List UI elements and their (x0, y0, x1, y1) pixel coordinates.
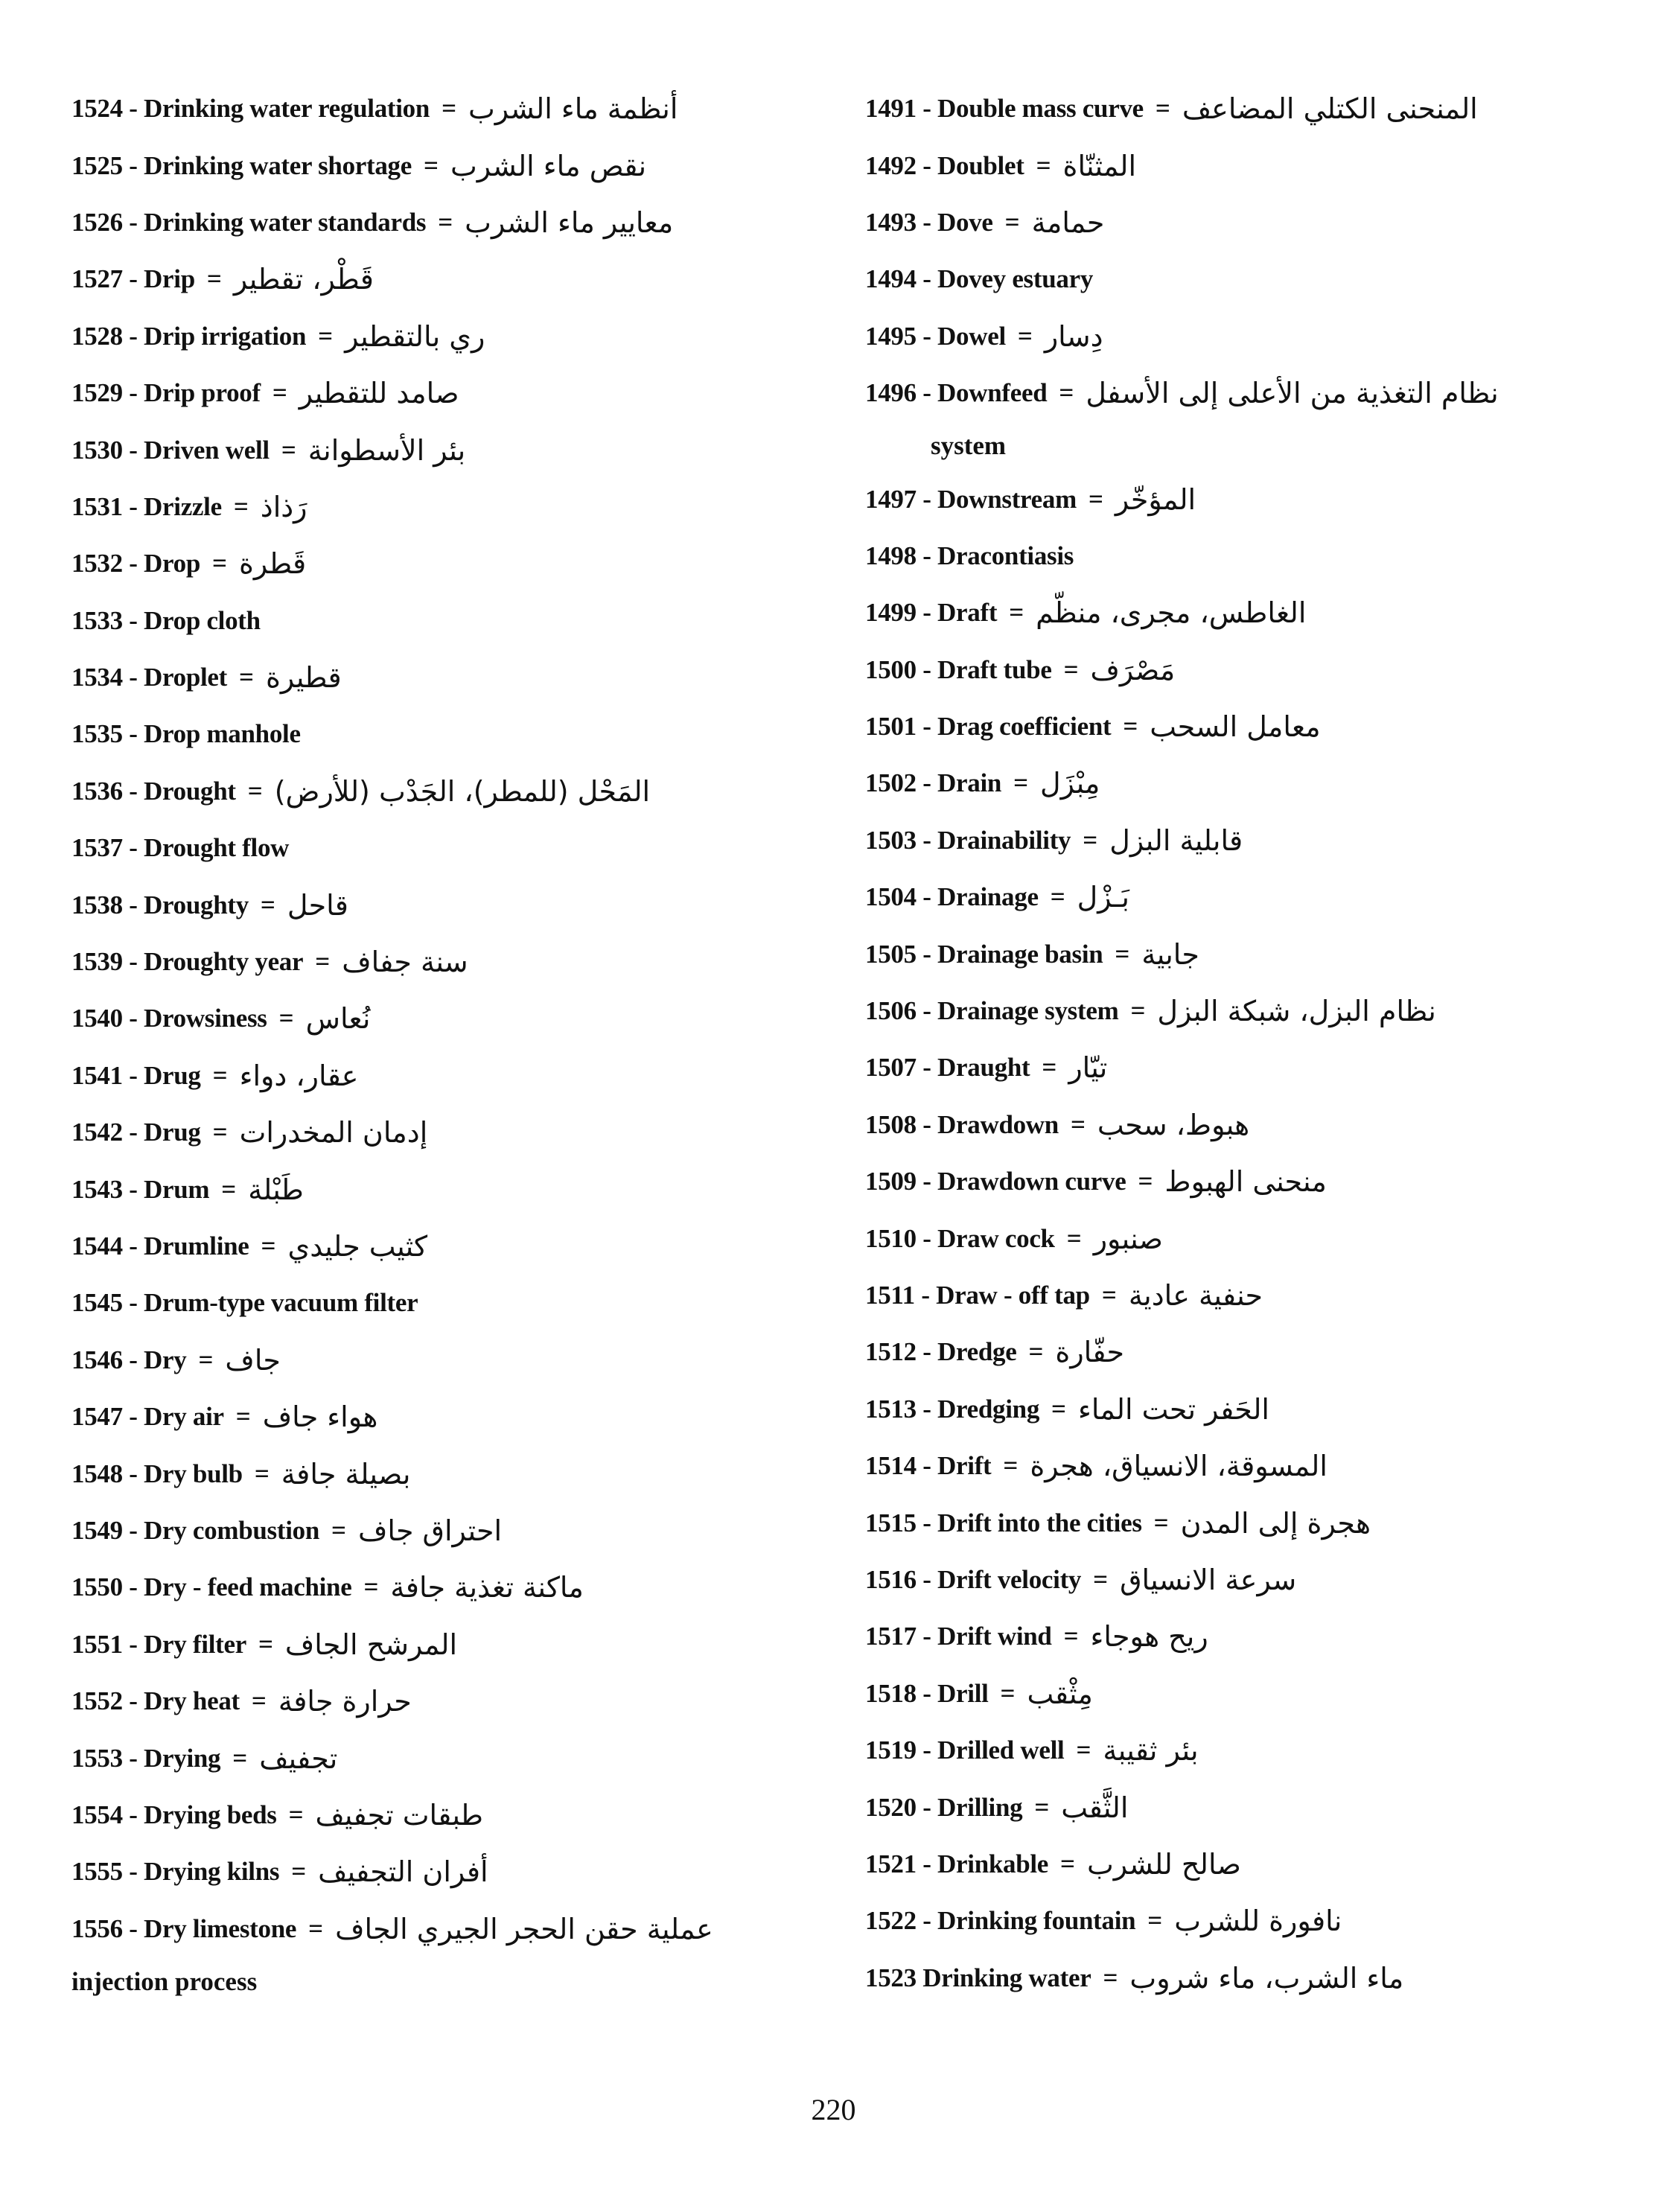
entry-term: 1513 - Dredging (865, 1394, 1040, 1424)
dictionary-entry (865, 983, 1610, 1039)
entry-term: 1535 - Drop manhole (71, 719, 301, 749)
arabic-translation: نافورة للشرب (1174, 1905, 1342, 1938)
equals-sign: = (206, 264, 222, 294)
entry-continuation: injection process (71, 1966, 258, 1996)
arabic-translation: طبقات تجفيف (315, 1798, 484, 1832)
arabic-translation: نظام البزل، شبكة البزل (1157, 995, 1436, 1028)
entry-term: 1498 - Dracontiasis (865, 541, 1074, 570)
equals-sign: = (281, 435, 296, 465)
entry-term: 1545 - Drum-type vacuum filter (71, 1288, 418, 1318)
entry-term: 1529 - Drip proof (71, 378, 261, 408)
entry-term: 1544 - Drumline (71, 1231, 249, 1260)
dictionary-entry (71, 1673, 816, 1730)
equals-sign: = (1130, 996, 1146, 1026)
dictionary-entry (865, 584, 1610, 641)
arabic-translation: حنفية عادية (1128, 1279, 1263, 1312)
entry-term: 1531 - Drizzle (71, 491, 222, 521)
dictionary-entry (71, 1616, 816, 1673)
arabic-translation: مِبْزَل (1040, 767, 1100, 800)
arabic-translation: الغاطس، مجرى، منظّم (1036, 596, 1307, 630)
entry-term: 1526 - Drinking water standards (71, 207, 427, 237)
equals-sign: = (1060, 1849, 1075, 1878)
arabic-translation: بصيلة جافة (281, 1457, 411, 1491)
dictionary-entry (865, 1552, 1610, 1608)
equals-sign: = (254, 1459, 270, 1488)
arabic-translation: إدمان المخدرات (239, 1116, 428, 1150)
equals-sign: = (1063, 1622, 1079, 1651)
equals-sign: = (1093, 1564, 1109, 1594)
entry-term: 1503 - Drainability (865, 825, 1071, 855)
arabic-translation: صالح للشرب (1087, 1847, 1241, 1881)
arabic-translation: عملية حقن الحجر الجيري الجاف (335, 1912, 713, 1945)
dictionary-entry (865, 80, 1610, 137)
arabic-translation: هجرة إلى المدن (1180, 1506, 1371, 1540)
arabic-translation: المنحنى الكتلي المضاعف (1182, 92, 1478, 126)
equals-sign: = (363, 1572, 379, 1602)
equals-sign: = (1036, 150, 1051, 180)
equals-sign: = (1063, 654, 1079, 684)
entry-term: 1514 - Drift (865, 1451, 992, 1481)
arabic-translation: مِثْقب (1027, 1677, 1093, 1710)
dictionary-entry (71, 137, 816, 194)
dictionary-entry (71, 251, 816, 307)
dictionary-entry (865, 812, 1610, 869)
dictionary-entry (71, 535, 816, 592)
entry-term: 1532 - Drop (71, 549, 200, 579)
equals-sign: = (1103, 1963, 1118, 1992)
dictionary-entry (71, 934, 816, 990)
arabic-translation: قَطْر، تقطير (233, 263, 374, 296)
entry-term: 1550 - Dry - feed machine (71, 1572, 352, 1602)
entry-term: 1507 - Draught (865, 1053, 1030, 1083)
equals-sign: = (1066, 1223, 1082, 1253)
equals-sign: = (315, 947, 331, 977)
dictionary-entry (71, 1843, 816, 1900)
arabic-translation: قَطرة (238, 547, 307, 581)
page-number: 220 (811, 2093, 856, 2126)
dictionary-entry (865, 869, 1610, 925)
equals-sign: = (1013, 768, 1029, 798)
arabic-translation: صنبور (1093, 1222, 1163, 1255)
arabic-translation: ري بالتقطير (345, 319, 485, 353)
entry-term: 1504 - Drainage (865, 882, 1039, 912)
equals-sign: = (232, 1743, 248, 1773)
equals-sign: = (235, 1402, 251, 1432)
arabic-translation: المؤخّر (1115, 482, 1196, 516)
dictionary-entry (865, 1324, 1610, 1380)
entry-term: 1525 - Drinking water shortage (71, 150, 412, 180)
equals-sign: = (291, 1857, 307, 1887)
arabic-translation: المثنّاة (1062, 149, 1137, 182)
arabic-translation: بَـزْل (1077, 881, 1129, 914)
arabic-translation: حفّارة (1055, 1336, 1124, 1369)
equals-sign: = (212, 549, 227, 579)
arabic-translation: قابلية البزل (1109, 823, 1243, 857)
dictionary-entry (865, 1950, 1610, 2007)
entry-term: 1539 - Droughty year (71, 947, 304, 977)
entry-term: 1519 - Drilled well (865, 1736, 1065, 1765)
entry-term: 1508 - Drawdown (865, 1109, 1059, 1139)
entry-term: 1493 - Dove (865, 207, 993, 237)
arabic-translation: المَحْل (للمطر)، الجَدْب (للأرض) (274, 774, 651, 808)
entry-term: 1537 - Drought flow (71, 833, 290, 863)
entry-term: 1500 - Draft tube (865, 654, 1052, 684)
entry-term: 1499 - Draft (865, 598, 998, 628)
arabic-translation: جابية (1141, 937, 1199, 971)
equals-sign: = (442, 94, 457, 124)
dictionary-entry (865, 1153, 1610, 1210)
dictionary-entry (71, 80, 816, 137)
entry-term: 1510 - Draw cock (865, 1223, 1055, 1253)
entry-term: 1551 - Dry filter (71, 1629, 246, 1659)
equals-sign: = (1059, 378, 1074, 408)
equals-sign: = (1042, 1053, 1057, 1083)
dictionary-entry (865, 1097, 1610, 1153)
entry-term: 1523 Drinking water (865, 1963, 1091, 1992)
dictionary-entry (71, 1502, 816, 1559)
dictionary-entry (865, 1494, 1610, 1551)
entry-term: 1527 - Drip (71, 264, 195, 294)
equals-sign: = (278, 1004, 294, 1033)
dictionary-entry (865, 1836, 1610, 1893)
equals-sign: = (1101, 1281, 1117, 1310)
equals-sign: = (1115, 939, 1130, 969)
arabic-translation: جاف (225, 1343, 281, 1377)
equals-sign: = (261, 1231, 276, 1260)
entry-continuation-row (865, 421, 1610, 471)
dictionary-entry (71, 365, 816, 421)
entry-term: 1521 - Drinkable (865, 1849, 1049, 1878)
entry-term: 1494 - Dovey estuary (865, 264, 1094, 294)
equals-sign: = (1123, 712, 1138, 742)
entry-term: 1492 - Doublet (865, 150, 1024, 180)
entry-term: 1543 - Drum (71, 1174, 210, 1204)
dictionary-entry (71, 1389, 816, 1445)
entry-term: 1528 - Drip irrigation (71, 321, 307, 351)
entry-term: 1502 - Drain (865, 768, 1002, 798)
entry-term: 1546 - Dry (71, 1345, 187, 1374)
equals-sign: = (318, 321, 334, 351)
dictionary-entry (865, 755, 1610, 812)
equals-sign: = (438, 207, 453, 237)
dictionary-entry (865, 1722, 1610, 1779)
arabic-translation: طَبْلة (248, 1173, 304, 1206)
dictionary-entry (865, 251, 1610, 307)
dictionary-entry (865, 1666, 1610, 1722)
equals-sign: = (1147, 1906, 1163, 1936)
arabic-translation: تجفيف (259, 1741, 338, 1775)
arabic-translation: دِسار (1044, 319, 1103, 353)
arabic-translation: كثيب جليدي (287, 1230, 428, 1263)
arabic-translation: أنظمة ماء الشرب (468, 92, 678, 126)
equals-sign: = (239, 663, 254, 692)
dictionary-entry (865, 1210, 1610, 1266)
arabic-translation: نُعاس (305, 1002, 371, 1036)
dictionary-entry (71, 1218, 816, 1275)
entry-term: 1536 - Drought (71, 776, 236, 806)
entry-term: 1511 - Draw - off tap (865, 1281, 1090, 1310)
arabic-translation: سنة جفاف (342, 946, 468, 979)
right-column (865, 80, 1610, 2007)
equals-sign: = (1051, 1394, 1066, 1424)
dictionary-entry (865, 1893, 1610, 1949)
arabic-translation: هبوط، سحب (1097, 1108, 1250, 1141)
equals-sign: = (1088, 484, 1103, 514)
equals-sign: = (308, 1913, 324, 1943)
dictionary-entry (71, 421, 816, 478)
equals-sign: = (251, 1686, 267, 1716)
equals-sign: = (288, 1800, 304, 1829)
entry-term: 1501 - Drag coefficient (865, 712, 1112, 742)
entry-term: 1540 - Drowsiness (71, 1004, 267, 1033)
entry-term: 1555 - Drying kilns (71, 1857, 280, 1887)
dictionary-entry (71, 1787, 816, 1843)
dictionary-entry (865, 925, 1610, 982)
arabic-translation: معايير ماء الشرب (465, 205, 674, 239)
dictionary-entry (865, 194, 1610, 251)
arabic-translation: نظام التغذية من الأعلى إلى الأسفل (1086, 377, 1499, 410)
equals-sign: = (331, 1515, 346, 1545)
dictionary-entry (71, 1901, 816, 1957)
equals-sign: = (1004, 207, 1020, 237)
dictionary-entry (865, 1039, 1610, 1096)
equals-sign: = (1034, 1792, 1050, 1822)
arabic-translation: حمامة (1031, 205, 1105, 239)
arabic-translation: نقص ماء الشرب (450, 149, 647, 182)
dictionary-entry (865, 642, 1610, 698)
entry-continuation: system (931, 431, 1007, 461)
dictionary-entry (865, 1381, 1610, 1438)
dictionary-entry (71, 1104, 816, 1161)
entry-term: 1497 - Downstream (865, 484, 1077, 514)
dictionary-entry (865, 698, 1610, 755)
arabic-translation: صامد للتقطير (299, 377, 459, 410)
arabic-translation: المسوقة، الانسياق، هجرة (1030, 1450, 1327, 1483)
equals-sign: = (1028, 1337, 1044, 1367)
entry-term: 1505 - Drainage basin (865, 939, 1103, 969)
entry-term: 1534 - Droplet (71, 663, 228, 692)
arabic-translation: الثَّقب (1061, 1791, 1129, 1824)
equals-sign: = (258, 1629, 273, 1659)
dictionary-entry (71, 1445, 816, 1502)
entry-term: 1524 - Drinking water regulation (71, 94, 430, 124)
arabic-translation: أفران التجفيف (318, 1855, 488, 1889)
entry-term: 1515 - Drift into the cities (865, 1508, 1142, 1537)
arabic-translation: عقار، دواء (239, 1059, 359, 1092)
entry-continuation-row (71, 1957, 816, 2007)
dictionary-entry (865, 1608, 1610, 1665)
equals-sign: = (1138, 1167, 1153, 1196)
equals-sign: = (212, 1060, 228, 1090)
arabic-translation: ماكنة تغذية جافة (390, 1571, 584, 1604)
dictionary-entry (71, 194, 816, 251)
entry-term: 1496 - Downfeed (865, 378, 1048, 408)
arabic-translation: رَذاذ (260, 490, 307, 523)
dictionary-entry (71, 1048, 816, 1104)
arabic-translation: مَصْرَف (1090, 653, 1176, 686)
left-column (71, 80, 816, 2007)
equals-sign: = (247, 776, 263, 806)
arabic-translation: معامل السحب (1150, 710, 1321, 744)
entry-term: 1512 - Dredge (865, 1337, 1017, 1367)
equals-sign: = (1083, 825, 1098, 855)
arabic-translation: منحنى الهبوط (1164, 1165, 1327, 1199)
equals-sign: = (1076, 1736, 1091, 1765)
arabic-translation: المرشح الجاف (284, 1628, 458, 1661)
dictionary-entry (71, 1559, 816, 1616)
dictionary-entry (865, 137, 1610, 194)
entry-term: 1552 - Dry heat (71, 1686, 240, 1716)
entry-term: 1530 - Driven well (71, 435, 270, 465)
equals-sign: = (1050, 882, 1065, 912)
entry-term: 1538 - Droughty (71, 890, 249, 919)
dictionary-entry (865, 1779, 1610, 1835)
equals-sign: = (260, 890, 275, 919)
arabic-translation: احتراق جاف (357, 1514, 503, 1547)
entry-term: 1517 - Drift wind (865, 1622, 1052, 1651)
entry-term: 1520 - Drilling (865, 1792, 1023, 1822)
entry-term: 1542 - Drug (71, 1118, 201, 1147)
dictionary-entry (71, 593, 816, 649)
entry-term: 1533 - Drop cloth (71, 605, 261, 635)
equals-sign: = (1155, 94, 1170, 124)
dictionary-entry (865, 528, 1610, 584)
arabic-translation: قطيرة (265, 661, 342, 695)
arabic-translation: ماء الشرب، ماء شروب (1129, 1961, 1404, 1995)
equals-sign: = (221, 1174, 237, 1204)
equals-sign: = (1009, 598, 1024, 628)
entry-term: 1506 - Drainage system (865, 996, 1119, 1026)
entry-term: 1509 - Drawdown curve (865, 1167, 1126, 1196)
equals-sign: = (198, 1345, 214, 1374)
entry-term: 1518 - Drill (865, 1678, 989, 1708)
entry-term: 1516 - Drift velocity (865, 1564, 1082, 1594)
arabic-translation: الحَفر تحت الماء (1077, 1392, 1269, 1426)
entry-term: 1491 - Double mass curve (865, 94, 1144, 124)
dictionary-entry (71, 1332, 816, 1389)
entry-term: 1495 - Dowel (865, 321, 1006, 351)
arabic-translation: تيّار (1068, 1051, 1108, 1085)
dictionary-entry (71, 763, 816, 820)
dictionary-entry (71, 1161, 816, 1217)
entry-term: 1556 - Dry limestone (71, 1913, 297, 1943)
equals-sign: = (212, 1118, 228, 1147)
dictionary-entry (71, 706, 816, 762)
dictionary-entry (865, 308, 1610, 365)
arabic-translation: حرارة جافة (278, 1685, 412, 1718)
equals-sign: = (272, 378, 287, 408)
dictionary-entry (71, 1730, 816, 1786)
arabic-translation: بئر الأسطوانة (307, 433, 466, 467)
equals-sign: = (1000, 1678, 1016, 1708)
dictionary-entry (865, 1267, 1610, 1324)
dictionary-entry (71, 990, 816, 1047)
dictionary-entry (865, 471, 1610, 527)
dictionary-entry (71, 479, 816, 535)
dictionary-entry (71, 1275, 816, 1331)
arabic-translation: سرعة الانسياق (1120, 1563, 1297, 1596)
entry-term: 1522 - Drinking fountain (865, 1906, 1136, 1936)
arabic-translation: قاحل (287, 888, 348, 922)
dictionary-entry (71, 876, 816, 933)
entry-term: 1548 - Dry bulb (71, 1459, 243, 1488)
equals-sign: = (1017, 321, 1033, 351)
entry-term: 1554 - Drying beds (71, 1800, 277, 1829)
arabic-translation: ريح هوجاء (1090, 1620, 1208, 1654)
equals-sign: = (1153, 1508, 1169, 1537)
equals-sign: = (233, 491, 249, 521)
dictionary-entry (71, 649, 816, 706)
dictionary-entry (865, 365, 1610, 421)
entry-term: 1549 - Dry combustion (71, 1515, 320, 1545)
equals-sign: = (1070, 1109, 1086, 1139)
entry-term: 1553 - Drying (71, 1743, 221, 1773)
dictionary-entry (71, 820, 816, 876)
equals-sign: = (1003, 1451, 1019, 1481)
arabic-translation: بئر ثقيبة (1103, 1734, 1199, 1768)
dictionary-entry (865, 1438, 1610, 1494)
entry-term: 1541 - Drug (71, 1060, 201, 1090)
equals-sign: = (424, 150, 439, 180)
dictionary-entry (71, 308, 816, 365)
arabic-translation: هواء جاف (262, 1400, 378, 1434)
entry-term: 1547 - Dry air (71, 1402, 224, 1432)
